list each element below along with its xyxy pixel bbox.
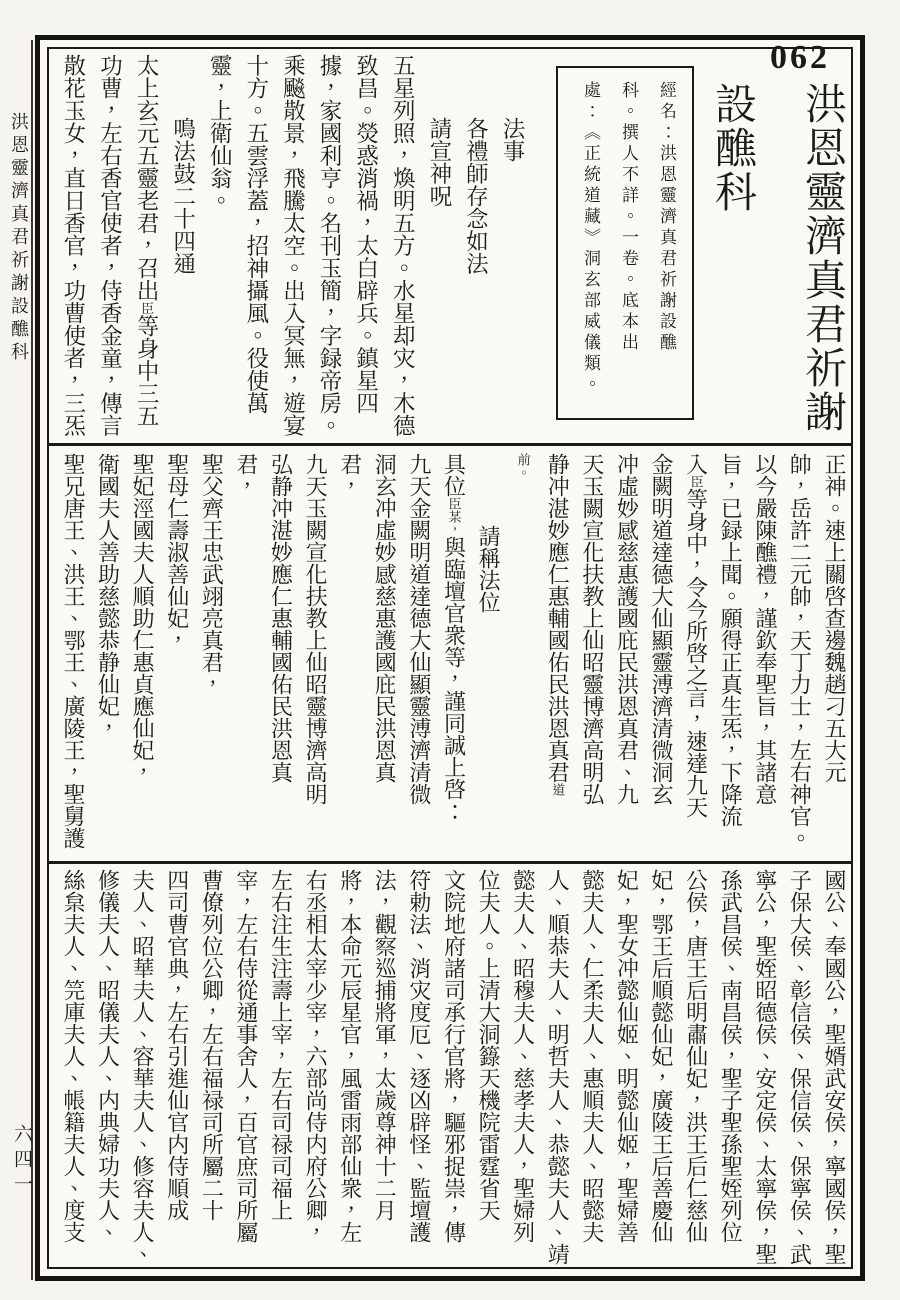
text-column: 公侯，唐王后明肅仙妃，洪王后仁慈仙 xyxy=(683,869,709,1243)
text-column: 右丞相太宰少宰，六部尚侍内府公卿， xyxy=(303,869,329,1243)
text-column: 五星列照，煥明五方。水星却灾，木德 xyxy=(390,54,416,437)
document-title-line-2: 設醮科 xyxy=(709,82,755,214)
text-column: 孫武昌侯、南昌侯，聖子聖孫聖姪列位 xyxy=(718,869,744,1243)
small-annotation-text: 臣 xyxy=(688,475,704,488)
band-middle xyxy=(53,453,851,857)
text-column: 乘飈散景，飛騰太空。出入冥無，遊宴 xyxy=(280,54,306,437)
text-column: 子保大侯、彰信侯、保信侯、保寧侯、武 xyxy=(787,869,813,1265)
text-column xyxy=(127,54,164,442)
text-column: 懿夫人、仁柔夫人、惠順夫人、昭懿夫 xyxy=(579,869,605,1243)
text-segment: 入 xyxy=(683,453,709,475)
text-column xyxy=(436,453,471,857)
page-code-label: 062 xyxy=(770,39,830,76)
text-segment: 具位 xyxy=(441,453,467,497)
text-column: 位夫人。上清大洞籙天機院雷霆省天 xyxy=(476,869,502,1221)
text-column: 夫人、昭華夫人、容華夫人、修容夫人、 xyxy=(130,869,156,1265)
band-divider xyxy=(49,443,851,446)
text-column: 靈，上衛仙翁。 xyxy=(207,54,233,212)
colophon-box xyxy=(556,66,694,420)
text-column: 致昌。熒惑消禍，太白辟兵。鎮星四 xyxy=(353,54,379,414)
colophon-column: 處：《正統道藏》洞玄部威儀類。 xyxy=(581,81,600,396)
band-top xyxy=(52,54,530,442)
text-segment: 與臨壇官衆等，謹同誠上啓： xyxy=(441,536,467,822)
text-column: 妃，聖女冲懿仙姬、明懿仙姬，聖婦善 xyxy=(614,869,640,1243)
text-column: 絲枲夫人、笎庫夫人、帳籍夫人、度支 xyxy=(60,869,86,1243)
text-column: 以今嚴陳醮禮，謹欽奉聖旨，其諸意 xyxy=(752,453,778,805)
text-column: 寧公，聖姪昭德侯、安定侯、太寧侯，聖 xyxy=(752,869,778,1265)
text-column: 弘静冲湛妙應仁惠輔國佑民洪恩真 xyxy=(268,453,294,783)
text-segment: 静冲湛妙應仁惠輔國佑民洪恩真君 xyxy=(545,453,571,783)
text-column: 將，本命元辰星官，風雷雨部仙衆，左 xyxy=(337,869,363,1243)
text-column: 旨，已録上聞。願得正真生炁，下降流 xyxy=(718,453,744,827)
text-column: 懿夫人、昭穆夫人、慈孝夫人，聖婦列 xyxy=(510,869,536,1243)
text-column: 文院地府諸司承行官將，驅邪捉祟，傳 xyxy=(441,869,467,1243)
text-column: 功曹，左右香官使者，侍香金童，傳言 xyxy=(97,54,123,437)
text-column: 人、順恭夫人、明哲夫人、恭懿夫人、靖 xyxy=(545,869,571,1265)
text-column: 散花玉女，直日香官，功曹使者，三炁 xyxy=(60,54,86,437)
text-column: 聖兄唐王、洪王、鄂王、廣陵王，聖舅護 xyxy=(60,453,86,849)
colophon-column: 經名：洪恩靈濟真君祈謝設醮 xyxy=(657,81,676,354)
text-column: 法，觀察巡捕將軍，太歲尊神十二月 xyxy=(372,869,398,1221)
text-column: 左右注生注壽上宰，左右司禄司福上 xyxy=(268,869,294,1221)
text-column: 鳴法鼓二十四通 xyxy=(170,117,196,275)
text-column: 九天玉闕宣化扶教上仙昭靈博濟高明 xyxy=(303,453,329,805)
text-segment: 太上玄元五靈老君，召出 xyxy=(134,54,160,302)
text-column: 各禮師存念如法 xyxy=(463,117,489,275)
text-column: 君， xyxy=(337,453,363,497)
text-column: 妃，鄂王后順懿仙妃，廣陵王后善慶仙 xyxy=(649,869,675,1243)
document-title-line-1: 洪恩靈濟真君祈謝 xyxy=(799,82,845,434)
folio-number: 六四一 xyxy=(11,1124,32,1199)
text-segment: 等身中，令今所啓之言，速達九天 xyxy=(683,488,709,818)
text-column: 正神。速上關啓查邊魏趙刁五大元 xyxy=(822,453,847,783)
spine-title: 洪恩靈濟真君祈謝設醮科 xyxy=(9,112,29,365)
text-column: 天玉闕宣化扶教上仙昭靈博濟高明弘 xyxy=(579,453,605,805)
small-annotation-text: 前。 xyxy=(515,453,531,479)
text-column: 請宣神呪 xyxy=(426,117,452,207)
text-column: 符勅法、消灾度厄、逐凶辟怪、監壇護 xyxy=(406,869,432,1243)
text-column: 國公、奉國公，聖婿武安侯，寧國侯，聖 xyxy=(822,869,847,1265)
text-column xyxy=(678,453,713,857)
text-column: 洞玄冲虛妙感慈惠護國庇民洪恩真 xyxy=(372,453,398,783)
text-column: 四司曹官典，左右引進仙官内侍順成 xyxy=(164,869,190,1221)
text-column: 請稱法位 xyxy=(476,525,502,613)
text-column: 金闕明道達德大仙顯靈溥濟清微洞玄 xyxy=(649,453,675,805)
text-segment: 等身中三五 xyxy=(134,314,160,427)
band-bottom xyxy=(53,869,851,1267)
text-column: 冲虛妙感慈惠護國庇民洪恩真君、九 xyxy=(614,453,640,805)
text-column: 聖父齊王忠武翊亮真君， xyxy=(199,453,225,695)
text-column: 據，家國利亨。名刊玉簡，字録帝房。 xyxy=(317,54,343,437)
text-column: 聖妃涇國夫人順助仁惠貞應仙妃， xyxy=(130,453,156,783)
text-column xyxy=(540,453,575,857)
band-divider xyxy=(49,861,851,864)
text-column: 九天金闕明道達德大仙顯靈溥濟清微 xyxy=(406,453,432,805)
small-annotation-text: 臣 xyxy=(139,301,155,315)
text-column: 法事 xyxy=(500,117,525,162)
text-column: 聖母仁壽淑善仙妃， xyxy=(164,453,190,651)
text-column: 修儀夫人、昭儀夫人、内典婦功夫人、 xyxy=(95,869,121,1243)
text-column xyxy=(505,453,540,857)
text-column: 宰，左右侍從通事舍人，百官庶司所屬 xyxy=(233,869,259,1243)
small-annotation-text: 臣某， xyxy=(446,497,462,536)
text-column: 十方。五雲浮蓋，招神攝風。役使萬 xyxy=(243,54,269,414)
text-column: 君， xyxy=(233,453,259,497)
text-column: 曹僚列位公卿，左右福禄司所屬二十 xyxy=(199,869,225,1221)
colophon-column: 科。撰人不詳。一卷。底本出 xyxy=(619,81,638,354)
small-annotation-text: 道 xyxy=(550,783,566,796)
text-column: 衛國夫人善助慈懿恭静仙妃， xyxy=(95,453,121,739)
text-column: 帥，岳許二元帥，天丁力士，左右神官。 xyxy=(787,453,813,849)
